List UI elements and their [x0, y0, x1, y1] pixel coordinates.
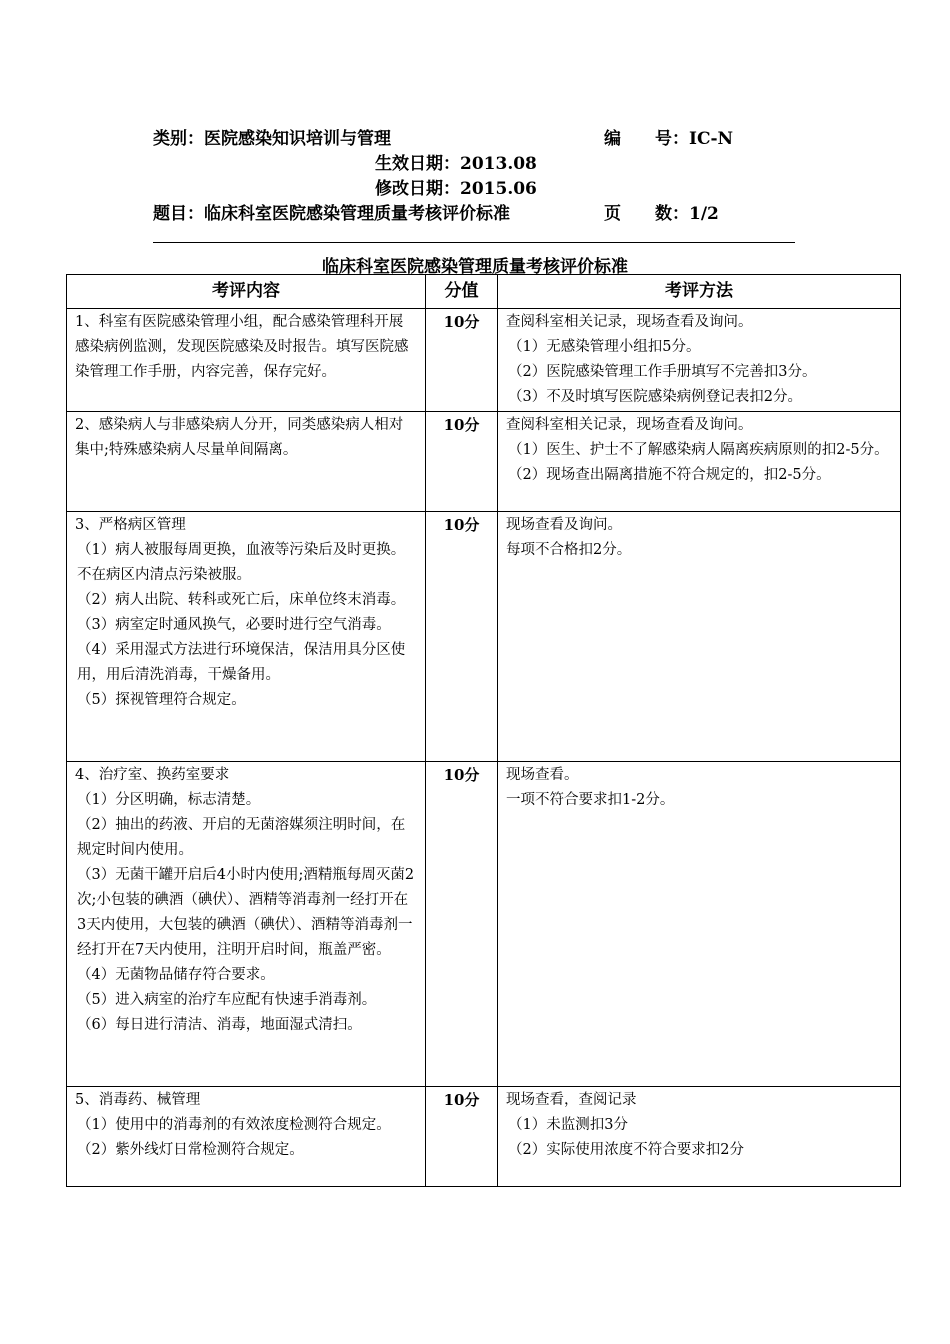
score-cell: 10分: [426, 1087, 498, 1187]
table-header-row: [67, 275, 901, 309]
table-row: [67, 512, 901, 762]
revised-date: 修改日期：2015.06: [375, 179, 537, 199]
content-item: （2）紫外线灯日常检测符合规定。: [77, 1142, 304, 1158]
content-item: （4）采用湿式方法进行环境保洁，保洁用具分区使用，用后清洗消毒，干燥备用。: [77, 642, 406, 683]
page-count: 页 数：1/2: [604, 204, 719, 224]
method-text: 每项不合格扣2分。: [506, 542, 632, 558]
content-text: 2、感染病人与非感染病人分开，同类感染病人相对集中;特殊感染病人尽量单间隔离。: [75, 417, 404, 458]
score-cell: 10分: [426, 512, 498, 762]
content-item: （4）无菌物品储存符合要求。: [77, 967, 275, 983]
method-text: 查阅科室相关记录，现场查看及询问。: [506, 417, 753, 433]
content-heading: 4、治疗室、换药室要求: [75, 767, 230, 783]
content-item: （6）每日进行清洁、消毒，地面湿式清扫。: [77, 1017, 362, 1033]
method-item: （1）医生、护士不了解感染病人隔离疾病原则的扣2-5分。: [508, 442, 889, 458]
method-item: （1）无感染管理小组扣5分。: [508, 339, 701, 355]
method-text: 现场查看，查阅记录: [506, 1092, 637, 1108]
content-item: （1）病人被服每周更换，血液等污染后及时更换。不在病区内清点污染被服。: [77, 542, 406, 583]
table-row: [67, 1087, 901, 1187]
method-cell: [498, 412, 901, 512]
method-cell: [498, 512, 901, 762]
method-text: 现场查看及询问。: [506, 517, 622, 533]
content-heading: 3、严格病区管理: [75, 517, 186, 533]
subject-label: 题目：临床科室医院感染管理质量考核评价标准: [153, 204, 510, 224]
content-heading: 5、消毒药、械管理: [75, 1092, 201, 1108]
method-cell: [498, 1087, 901, 1187]
method-text: 一项不符合要求扣1-2分。: [506, 792, 675, 808]
method-item: （3）不及时填写医院感染病例登记表扣2分。: [508, 389, 802, 405]
content-text: 1、科室有医院感染管理小组，配合感染管理科开展感染病例监测，发现医院感染及时报告。填写医院感染管理工作手册，内容完善，保存完好。: [75, 314, 409, 380]
method-cell: [498, 762, 901, 1087]
effective-date: 生效日期：2013.08: [375, 154, 537, 174]
content-item: （2）抽出的药液、开启的无菌溶媒须注明时间，在规定时间内使用。: [77, 817, 406, 858]
score-cell: 10分: [426, 309, 498, 412]
score-cell: 10分: [426, 412, 498, 512]
content-item: （3）病室定时通风换气，必要时进行空气消毒。: [77, 617, 391, 633]
content-cell: [67, 512, 426, 762]
method-text: 查阅科室相关记录，现场查看及询问。: [506, 314, 753, 330]
content-cell: [67, 412, 426, 512]
column-header-content: 考评内容: [67, 275, 426, 309]
document-title: 临床科室医院感染管理质量考核评价标准: [322, 257, 628, 277]
score-cell: 10分: [426, 762, 498, 1087]
table-row: [67, 762, 901, 1087]
column-header-method: 考评方法: [498, 275, 901, 309]
content-item: （5）进入病室的治疗车应配有快速手消毒剂。: [77, 992, 377, 1008]
content-item: （2）病人出院、转科或死亡后，床单位终末消毒。: [77, 592, 406, 608]
category-label: 类别：医院感染知识培训与管理: [153, 129, 391, 149]
method-text: 现场查看。: [506, 767, 579, 783]
evaluation-table: [66, 274, 901, 1187]
content-item: （3）无菌干罐开启后4小时内使用;酒精瓶每周灭菌2次;小包装的碘酒（碘伏）、酒精等消毒剂一经打开在3天内使用，大包装的碘酒（碘伏）、酒精等消毒剂一经打开在7天内使用，注明开启时间，瓶盖严密。: [77, 867, 415, 958]
content-item: （5）探视管理符合规定。: [77, 692, 246, 708]
table-row: [67, 412, 901, 512]
content-item: （1）分区明确，标志清楚。: [77, 792, 261, 808]
method-item: （2）实际使用浓度不符合要求扣2分: [508, 1142, 744, 1158]
column-header-score: 分值: [426, 275, 498, 309]
method-item: （2）现场查出隔离措施不符合规定的，扣2-5分。: [508, 467, 831, 483]
table-row: [67, 309, 901, 412]
content-cell: [67, 1087, 426, 1187]
method-cell: [498, 309, 901, 412]
content-cell: [67, 762, 426, 1087]
header-divider: [153, 242, 795, 243]
document-number: 编 号：IC-N: [604, 129, 734, 149]
content-item: （1）使用中的消毒剂的有效浓度检测符合规定。: [77, 1117, 391, 1133]
method-item: （1）未监测扣3分: [508, 1117, 628, 1133]
content-cell: [67, 309, 426, 412]
method-item: （2）医院感染管理工作手册填写不完善扣3分。: [508, 364, 817, 380]
